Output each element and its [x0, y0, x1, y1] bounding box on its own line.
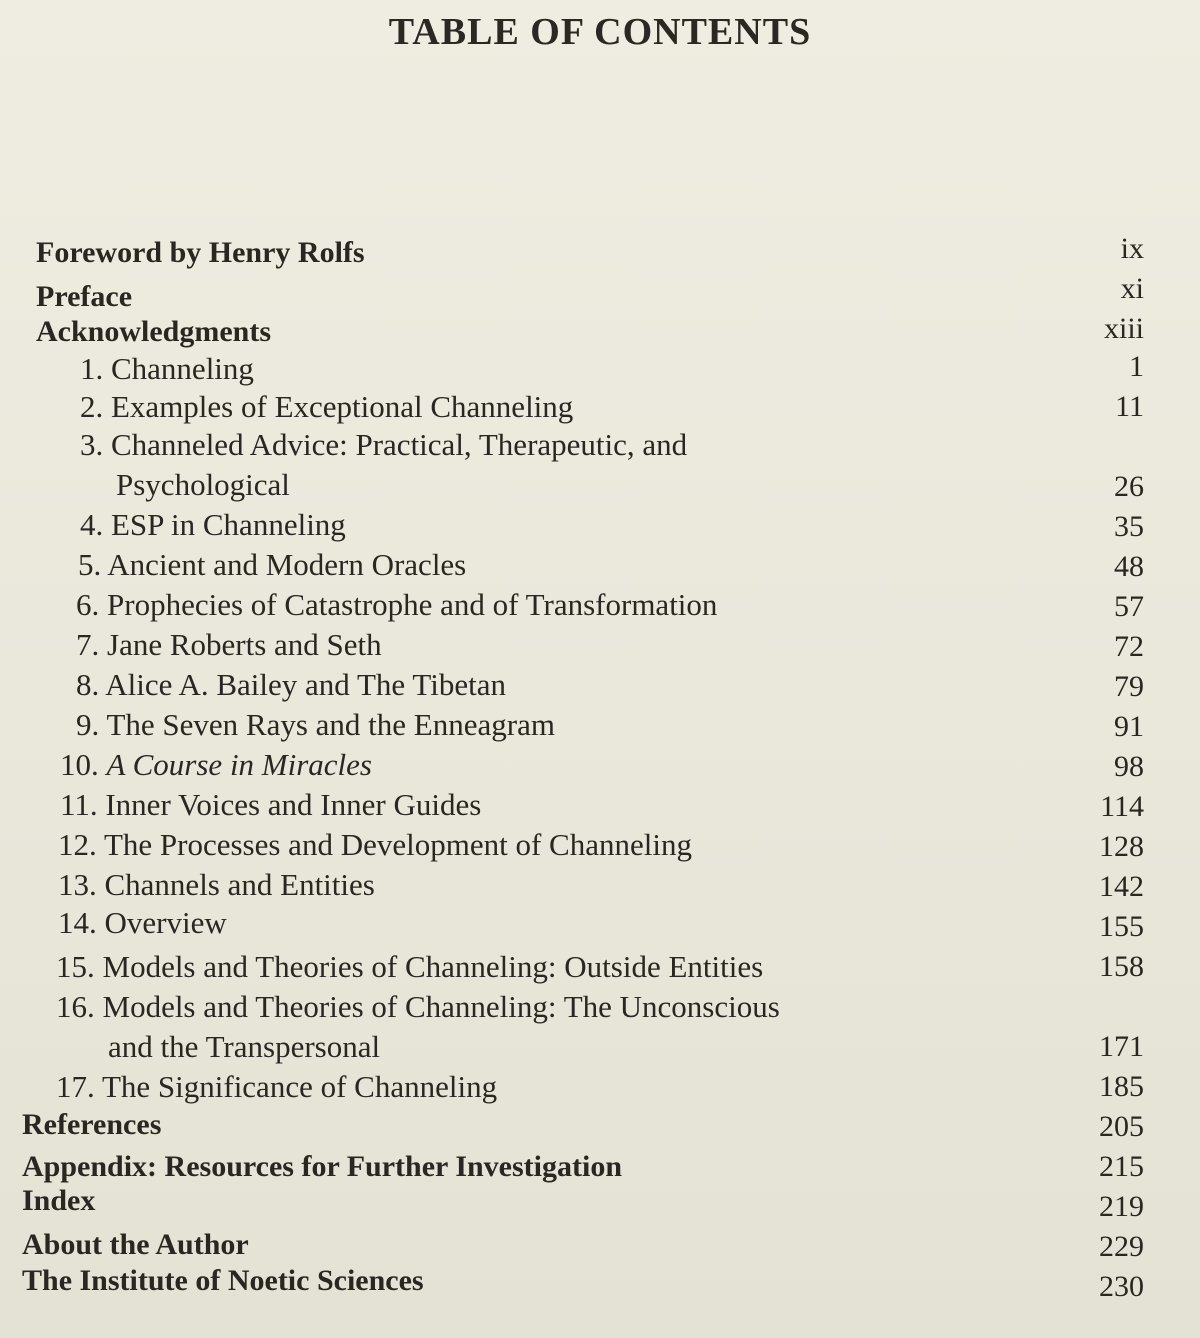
toc-chapter-12	[58, 828, 692, 862]
toc-chapter-17	[56, 1070, 497, 1104]
chapter-number: 6.	[76, 587, 100, 622]
toc-page-chapter-15: 158	[1099, 950, 1144, 983]
page-title: TABLE OF CONTENTS	[388, 11, 812, 53]
toc-chapter-13	[58, 868, 375, 902]
chapter-title: Alice A. Bailey and The Tibetan	[105, 667, 506, 702]
toc-page-chapter-3: 26	[1114, 470, 1144, 503]
toc-page-chapter-16: 171	[1099, 1030, 1144, 1063]
toc-entry-appendix: Appendix: Resources for Further Investigation	[22, 1150, 622, 1183]
toc-entry-about-the-author: About the Author	[22, 1228, 249, 1261]
toc-entry-foreword: Foreword by Henry Rolfs	[36, 236, 365, 269]
toc-chapter-5	[78, 548, 466, 582]
chapter-number: 17.	[56, 1069, 95, 1104]
toc-page-chapter-10: 98	[1114, 750, 1144, 783]
chapter-title: Inner Voices and Inner Guides	[105, 787, 482, 822]
chapter-number: 12.	[58, 827, 97, 862]
chapter-title: Jane Roberts and Seth	[107, 627, 382, 662]
toc-chapter-10	[60, 748, 372, 782]
toc-page-chapter-14: 155	[1099, 910, 1144, 943]
chapter-title: Channeling	[111, 351, 254, 386]
chapter-title: A Course in Miracles	[106, 747, 372, 782]
toc-page-chapter-4: 35	[1114, 510, 1144, 543]
toc-chapter-3-continued: Psychological	[116, 467, 290, 502]
toc-chapter-2	[80, 390, 573, 424]
toc-page-institute: 230	[1099, 1270, 1144, 1303]
chapter-number: 2.	[80, 389, 104, 424]
toc-page-preface: xi	[1120, 272, 1144, 305]
toc-chapter-16	[56, 990, 780, 1024]
toc-entry-references: References	[22, 1108, 162, 1141]
chapter-number: 10.	[60, 747, 99, 782]
chapter-title: Channeled Advice: Practical, Therapeutic, and	[111, 427, 688, 462]
chapter-title: The Seven Rays and the Enneagram	[106, 707, 555, 742]
chapter-title: Models and Theories of Channeling: Outside Entities	[102, 949, 764, 984]
toc-page-chapter-5: 48	[1114, 550, 1144, 583]
chapter-title: Overview	[104, 905, 227, 940]
toc-chapter-14	[58, 906, 227, 940]
toc-chapter-8	[76, 668, 506, 702]
toc-page-appendix: 215	[1099, 1150, 1144, 1183]
chapter-number: 4.	[80, 507, 104, 542]
toc-page-foreword: ix	[1120, 232, 1144, 265]
chapter-title: Models and Theories of Channeling: The Unconscious	[102, 989, 780, 1024]
chapter-number: 8.	[76, 667, 100, 702]
toc-page-chapter-8: 79	[1114, 670, 1144, 703]
toc-chapter-3	[80, 428, 687, 462]
toc-page-chapter-1: 1	[1129, 350, 1144, 383]
chapter-title: The Significance of Channeling	[101, 1069, 498, 1104]
toc-chapter-7	[76, 628, 382, 662]
chapter-number: 14.	[58, 905, 97, 940]
chapter-number: 9.	[76, 707, 100, 742]
chapter-number: 1.	[80, 351, 104, 386]
toc-chapter-11	[60, 788, 481, 822]
toc-chapter-1	[80, 352, 254, 386]
toc-page-chapter-17: 185	[1099, 1070, 1144, 1103]
chapter-title: ESP in Channeling	[111, 507, 346, 542]
toc-page-chapter-7: 72	[1114, 630, 1144, 663]
toc-entry-index: Index	[22, 1184, 96, 1217]
toc-page-chapter-2: 11	[1115, 390, 1144, 423]
chapter-number: 13.	[58, 867, 97, 902]
toc-chapter-9	[76, 708, 555, 742]
toc-chapter-4	[80, 508, 346, 542]
toc-page-chapter-6: 57	[1114, 590, 1144, 623]
chapter-title: Prophecies of Catastrophe and of Transformation	[107, 587, 718, 622]
toc-page-index: 219	[1099, 1190, 1144, 1223]
chapter-title: Ancient and Modern Oracles	[107, 547, 467, 582]
toc-page-chapter-13: 142	[1099, 870, 1144, 903]
chapter-number: 16.	[56, 989, 95, 1024]
chapter-number: 15.	[56, 949, 95, 984]
chapter-number: 3.	[80, 427, 104, 462]
toc-page-chapter-9: 91	[1114, 710, 1144, 743]
toc-page-about-the-author: 229	[1099, 1230, 1144, 1263]
toc-page-acknowledgments: xiii	[1103, 312, 1144, 345]
chapter-title: Examples of Exceptional Channeling	[111, 389, 574, 424]
toc-chapter-16-continued: and the Transpersonal	[108, 1029, 381, 1064]
toc-entry-institute: The Institute of Noetic Sciences	[22, 1264, 424, 1297]
toc-chapter-6	[76, 588, 717, 622]
chapter-number: 11.	[60, 787, 98, 822]
chapter-title: Channels and Entities	[104, 867, 375, 902]
chapter-title: The Processes and Development of Channeling	[103, 827, 692, 862]
toc-entry-acknowledgments: Acknowledgments	[36, 315, 272, 348]
toc-chapter-15	[56, 950, 763, 984]
chapter-number: 5.	[78, 547, 102, 582]
toc-page-chapter-11: 114	[1100, 790, 1144, 823]
toc-entry-preface: Preface	[36, 280, 133, 313]
toc-page-references: 205	[1099, 1110, 1144, 1143]
toc-page-chapter-12: 128	[1099, 830, 1144, 863]
chapter-number: 7.	[76, 627, 100, 662]
